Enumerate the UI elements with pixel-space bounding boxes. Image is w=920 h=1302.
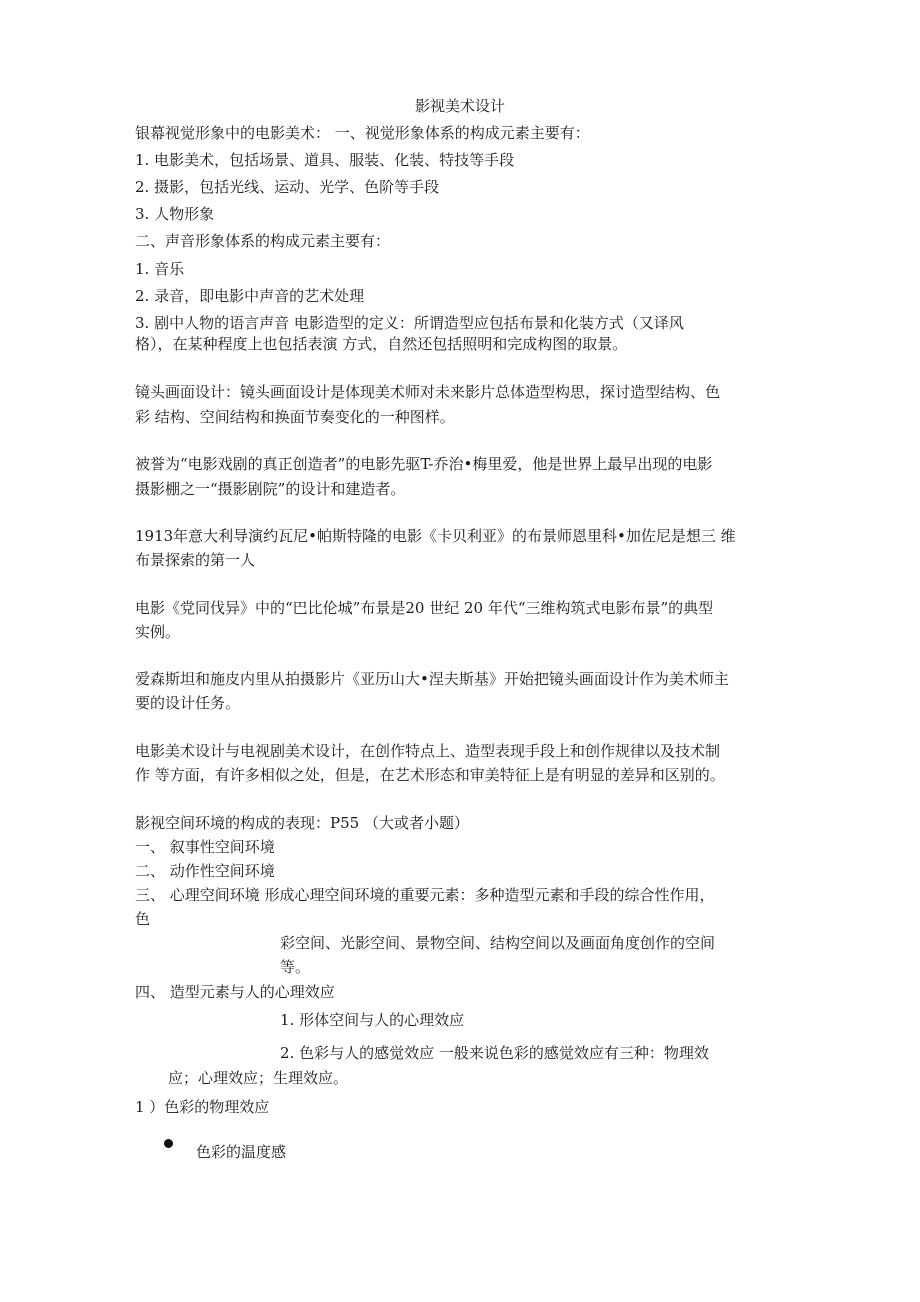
text-line: 摄影棚之一“摄影剧院”的设计和建造者。: [135, 480, 406, 498]
text-line: 1. 音乐: [135, 260, 185, 278]
text-line: 影视空间环境的构成的表现：P55 （大或者小题）: [135, 814, 469, 832]
text-line: 实例。: [135, 623, 181, 641]
text-line: 电影《党同伐异》中的“巴比伦城”布景是20 世纪 20 年代“三维构筑式电影布景”的典型: [135, 599, 714, 617]
text-line: 3. 人物形象: [135, 205, 215, 223]
bullet-icon: [164, 1139, 173, 1148]
text-line: 爱森斯坦和施皮内里从拍摄影片《亚历山大•涅夫斯基》开始把镜头画面设计作为美术师主: [135, 670, 729, 688]
text-line: 格），在某种程度上也包括表演 方式，自然还包括照明和完成构图的取景。: [135, 335, 628, 353]
text-line: 二、 动作性空间环境: [135, 862, 275, 880]
text-line: 1. 电影美术，包括场景、道具、服装、化装、特技等手段: [135, 151, 515, 169]
text-line: 2. 录音，即电影中声音的艺术处理: [135, 287, 365, 305]
text-line: 三、 心理空间环境 形成心理空间环境的重要元素：多种造型元素和手段的综合性作用，: [135, 886, 715, 904]
text-line: 四、 造型元素与人的心理效应: [135, 983, 335, 1001]
text-line: 布景探索的第一人: [135, 551, 256, 569]
text-line: 2. 色彩与人的感觉效应 一般来说色彩的感觉效应有三种：物理效: [280, 1044, 709, 1062]
page-title: 影视美术设计: [414, 97, 505, 115]
text-line: 1 ）色彩的物理效应: [135, 1098, 270, 1116]
text-line: 应；心理效应；生理效应。: [168, 1069, 349, 1087]
text-line: 等。: [280, 958, 311, 976]
text-line: 银幕视觉形象中的电影美术： 一、视觉形象体系的构成元素主要有：: [135, 124, 590, 142]
text-line: 色彩的温度感: [196, 1143, 287, 1161]
text-line: 电影美术设计与电视剧美术设计，在创作特点上、造型表现手段上和创作规律以及技术制: [135, 742, 721, 760]
text-line: 彩空间、光影空间、景物空间、结构空间以及画面角度创作的空间: [280, 934, 716, 952]
text-line: 作 等方面，有许多相似之处，但是，在艺术形态和审美特征上是有明显的差异和区别的。: [135, 766, 725, 784]
text-line: 镜头画面设计：镜头画面设计是体现美术师对未来影片总体造型构思，探讨造型结构、色: [135, 383, 721, 401]
text-line: 要的设计任务。: [135, 694, 241, 712]
text-line: 色: [135, 910, 151, 928]
text-line: 2. 摄影，包括光线、运动、光学、色阶等手段: [135, 178, 440, 196]
text-line: 二、声音形象体系的构成元素主要有：: [135, 232, 391, 250]
text-line: 1913年意大利导演约瓦尼•帕斯特隆的电影《卡贝利亚》的布景师恩里科•加佐尼是想三 维: [135, 527, 736, 545]
text-line: 1. 形体空间与人的心理效应: [280, 1011, 465, 1029]
text-line: 3. 剧中人物的语言声音 电影造型的定义：所谓造型应包括布景和化装方式（又译风: [135, 314, 684, 332]
text-line: 彩 结构、空间结构和换面节奏变化的一种图样。: [135, 408, 455, 426]
text-line: 一、 叙事性空间环境: [135, 838, 275, 856]
text-line: 被誉为“电影戏剧的真正创造者”的电影先驱T-乔治•梅里爱，他是世界上最早出现的电影: [135, 455, 713, 473]
